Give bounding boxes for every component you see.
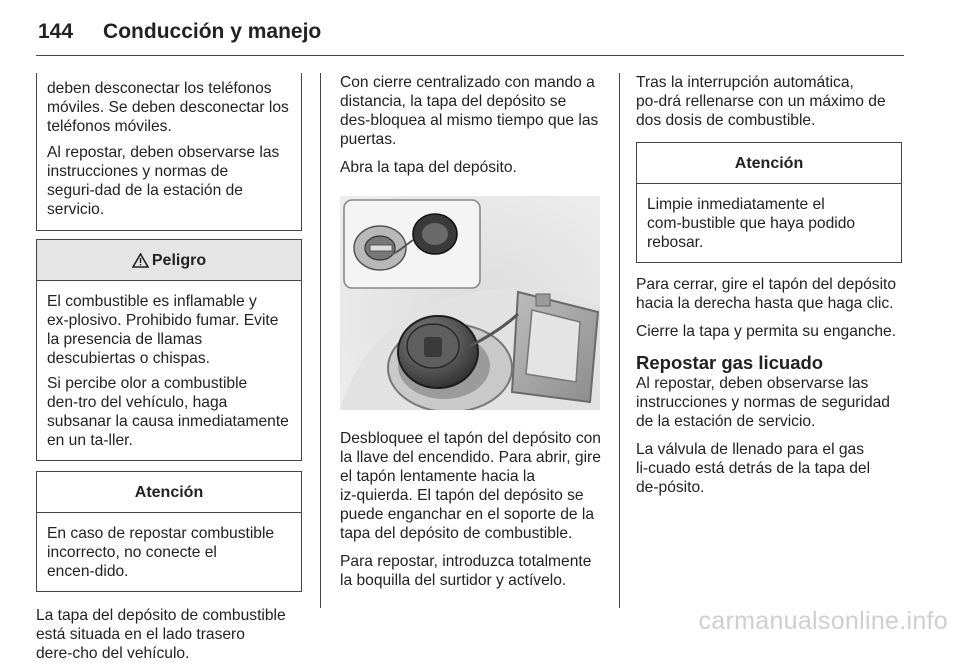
column-3 xyxy=(636,73,902,506)
paragraph: Abra la tapa del depósito. xyxy=(340,159,517,176)
header-divider xyxy=(36,55,904,56)
paragraph: El combustible es inflamable y ex‑plosivo. Prohibido fumar. Evite la presencia de llamas descubiertas o chispas. xyxy=(47,293,279,367)
column-divider xyxy=(320,73,321,608)
attention-box xyxy=(636,142,902,263)
column-1 xyxy=(36,73,302,672)
danger-box-title: Peligro xyxy=(151,251,207,269)
watermark: carmanualsonline.info xyxy=(698,607,948,635)
attention-box-body xyxy=(37,513,301,591)
paragraph: Si percibe olor a combustible den‑tro del vehículo, haga subsanar la causa inmediatamente en un ta‑ller. xyxy=(47,375,289,449)
page-header xyxy=(38,12,321,52)
paragraph: Al repostar, deben observarse las instrucciones y normas de seguri‑dad de la estación de servicio. xyxy=(47,144,280,218)
paragraph: En caso de repostar combustible incorrecto, no conecte el encen‑dido. xyxy=(47,525,275,580)
section-heading: Repostar gas licuado xyxy=(636,352,824,373)
attention-box-title: Atención xyxy=(134,483,204,501)
attention-box-title: Atención xyxy=(734,154,804,172)
paragraph: Desbloquee el tapón del depósito con la llave del encendido. Para abrir, gire el tapón lentamente hacia la iz‑quierda. El tapón del depósito se puede enganchar en el soporte de la tapa del depósito de combustible. xyxy=(340,430,601,542)
danger-box-body xyxy=(37,281,301,460)
paragraph: La tapa del depósito de combustible está situada en el lado trasero dere‑cho del vehículo. xyxy=(36,607,286,662)
danger-box xyxy=(36,239,302,461)
attention-box xyxy=(36,471,302,592)
column-divider xyxy=(619,73,620,608)
column-2 xyxy=(340,73,606,599)
paragraph: Al repostar, deben observarse las instrucciones y normas de seguridad de la estación de servicio. xyxy=(636,375,890,430)
page-number: 144 xyxy=(38,20,74,43)
paragraph: Limpie inmediatamente el com‑bustible que haya podido rebosar. xyxy=(647,196,856,251)
fuel-cap-photo xyxy=(340,196,600,410)
continued-box xyxy=(36,73,302,231)
danger-box-header xyxy=(37,240,301,281)
attention-box-body xyxy=(637,184,901,262)
paragraph: La válvula de llenado para el gas li‑cuado está detrás de la tapa del de‑pósito. xyxy=(636,441,871,496)
paragraph: Con cierre centralizado con mando a distancia, la tapa del depósito se des‑bloquea al mismo tiempo que las puertas. xyxy=(340,74,599,148)
attention-box-header xyxy=(37,472,301,513)
paragraph: Para repostar, introduzca totalmente la boquilla del surtidor y actívelo. xyxy=(340,553,592,589)
warning-triangle-icon xyxy=(132,253,149,268)
paragraph: Tras la interrupción automática, po‑drá rellenarse con un máximo de dos dosis de combustible. xyxy=(636,74,886,129)
paragraph: deben desconectar los teléfonos móviles. Se deben desconectar los teléfonos móviles. xyxy=(47,80,289,135)
attention-box-header xyxy=(637,143,901,184)
paragraph: Para cerrar, gire el tapón del depósito hacia la derecha hasta que haga clic. xyxy=(636,276,897,312)
page-title: Conducción y manejo xyxy=(103,20,322,43)
paragraph: Cierre la tapa y permita su enganche. xyxy=(636,323,897,340)
